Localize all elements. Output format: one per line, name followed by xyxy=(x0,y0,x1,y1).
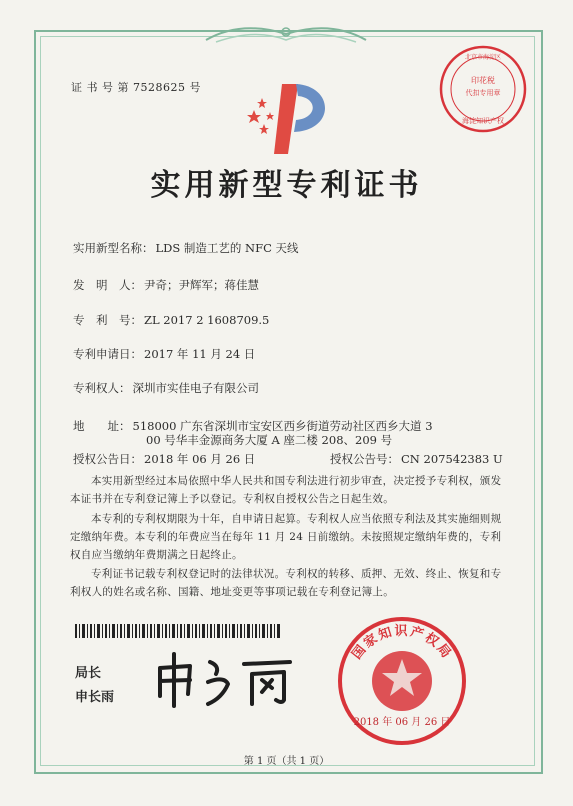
grant-date-value: 2018 年 06 月 26 日 xyxy=(144,452,256,466)
svg-text:印花税: 印花税 xyxy=(471,76,495,85)
page-number: 第 1 页（共 1 页） xyxy=(243,756,330,767)
grant-number-value: CN 207542383 U xyxy=(401,452,503,466)
ornament-top xyxy=(196,20,376,46)
inventor-row xyxy=(73,277,259,293)
filing-date-value: 2017 年 11 月 24 日 xyxy=(144,347,256,361)
address-row-2 xyxy=(146,432,392,448)
certificate-number: 证 书 号 第 7528625 号 xyxy=(71,81,201,94)
paragraph-3: 专利证书记载专利权登记时的法律状况。专利权的转移、质押、无效、终止、恢复和专利权人的姓名或名称、国籍、地址变更等事项记载在专利登记簿上。 xyxy=(70,568,502,598)
inventor-value: 尹奇；尹辉军；蒋佳慧 xyxy=(144,278,259,292)
grant-number-label: 授权公告号： xyxy=(330,452,399,466)
paragraph-1: 本实用新型经过本局依照中华人民共和国专利法进行初步审查，决定授予专利权，颁发本证书并在专利登记簿上予以登记。专利权自授权公告之日起生效。 xyxy=(70,475,502,505)
address-label: 地 址： xyxy=(73,419,131,433)
patent-office-logo-icon xyxy=(244,76,334,156)
utility-model-name-value: LDS 制造工艺的 NFC 天线 xyxy=(155,241,299,255)
seal-bottom-text: 国家知识产权局 xyxy=(349,624,455,663)
document-title: 实用新型专利证书 xyxy=(150,168,423,203)
patent-number-row xyxy=(73,312,269,328)
svg-text:北京市海淀区: 北京市海淀区 xyxy=(464,54,502,61)
grant-date-row xyxy=(73,451,255,467)
svg-text:海淀知识产权: 海淀知识产权 xyxy=(462,117,504,125)
tax-seal-top-right xyxy=(437,43,529,135)
seal-bottom-date: 2018 年 06 月 26 日 xyxy=(353,717,451,728)
director-title: 局长 xyxy=(75,666,102,681)
inventor-label: 发 明 人： xyxy=(73,278,142,292)
patentee-value: 深圳市实佳电子有限公司 xyxy=(132,381,259,395)
barcode-icon xyxy=(75,624,280,638)
filing-date-row xyxy=(73,346,255,362)
svg-text:代扣专用章: 代扣专用章 xyxy=(465,89,501,97)
handwritten-signature xyxy=(150,648,300,710)
address-value-line2: 00 号华丰金源商务大厦 A 座二楼 208、209 号 xyxy=(146,433,393,447)
patent-number-label: 专 利 号： xyxy=(73,313,142,327)
address-value-line1: 518000 广东省深圳市宝安区西乡街道劳动社区西乡大道 3 xyxy=(132,419,433,433)
patentee-row xyxy=(73,380,259,396)
director-name: 申长雨 xyxy=(75,690,115,705)
national-ip-office-seal xyxy=(336,615,468,747)
patentee-label: 专利权人： xyxy=(73,381,131,395)
grant-date-label: 授权公告日： xyxy=(73,452,142,466)
paragraph-2: 本专利的专利权期限为十年，自申请日起算。专利权人应当依照专利法及其实施细则规定缴纳年费。本专利的年费应当在每年 11 月 24 日前缴纳。未按照规定缴纳年费的，专利权自应当缴纳年费期满之日起终止。 xyxy=(70,513,502,561)
patent-number-value: ZL 2017 2 1608709.5 xyxy=(144,313,270,327)
utility-model-name-row xyxy=(73,240,299,256)
filing-date-label: 专利申请日： xyxy=(73,347,142,361)
grant-number-row xyxy=(330,451,503,467)
utility-model-name-label: 实用新型名称： xyxy=(73,241,154,255)
